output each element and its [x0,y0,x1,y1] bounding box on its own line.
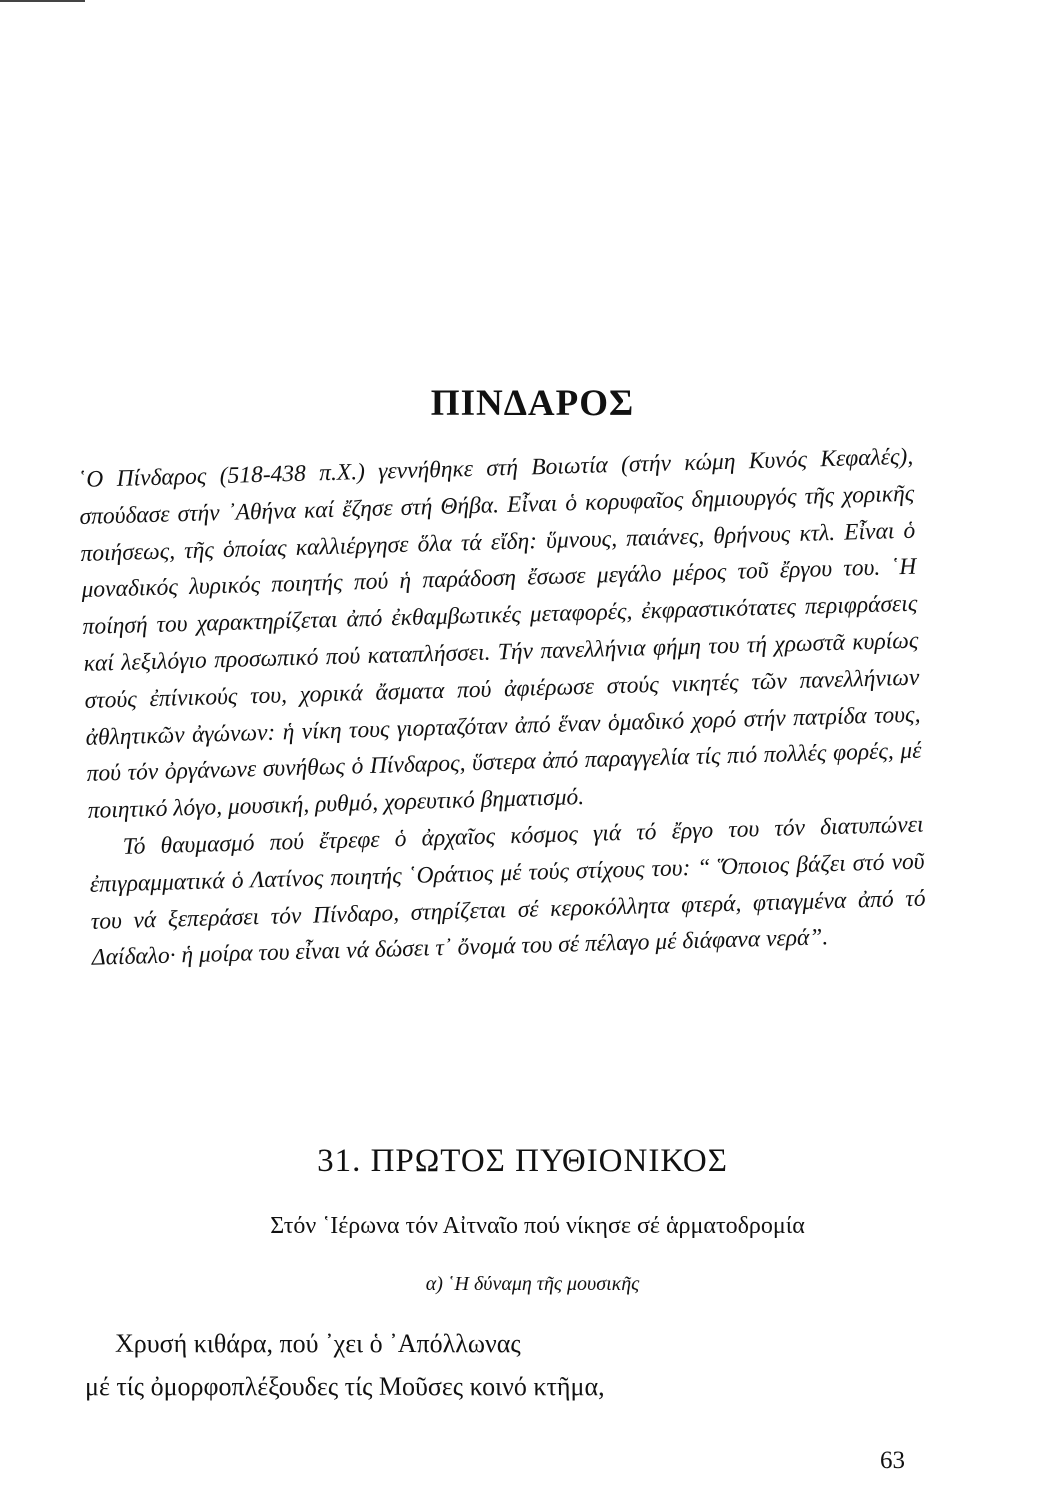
introduction-text [78,439,927,977]
chapter-title: ΠΙΝΔΑΡΟΣ [430,383,635,424]
intro-paragraph-2: Τό θαυμασμό πού ἔτρεφε ὁ ἀρχαῖος κόσμος γιά τό ἔργο του τόν διατυπώνει ἐπιγραμματικά ὁ Λατίνος ποιητής ῾Οράτιος μέ τούς στίχους του: “ Ὅποιος βάζει στό νοῦ του νά ξεπεράσει τόν Πίνδαρο, στηρίζεται σέ κεροκόλλητα φτερά, φτιαγμένα ἀπό τό Δαίδαλο· ἡ μοίρα του εἶναι νά δώσει τ᾿ ὄνομά του σέ πέλαγο μέ διάφανα νερά”. [89,811,926,972]
poem-section-heading: α) ῾Η δύναμη τῆς μουσικῆς [425,1273,640,1295]
poem-verses [85,1322,605,1408]
page-number: 63 [880,1447,905,1474]
poem-line: Χρυσή κιθάρα, πού ᾿χει ὁ ᾿Απόλλωνας [115,1329,521,1358]
poem-line: μέ τίς ὀμορφοπλέξουδες τίς Μοῦσες κοινό κτῆμα, [85,1372,605,1401]
intro-paragraph-1: ῾Ο Πίνδαρος (518-438 π.Χ.) γεννήθηκε στή Βοιωτία (στήν κώμη Κυνός Κεφαλές), σπούδασε στήν ᾿Αθήνα καί ἔζησε στή Θήβα. Εἶναι ὁ κορυφαῖος δημιουργός τῆς χορικῆς ποιήσεως, τῆς ὁποίας καλλιέργησε ὅλα τά εἴδη: ὕμνους, παιάνες, θρήνους κτλ. Εἶναι ὁ μοναδικός λυρικός ποιητής πού ἡ παράδοση ἔσωσε μεγάλο μέρος τοῦ ἔργου του. ῾Η ποίησή του χαρακτηρίζεται ἀπό ἐκθαμβωτικές μεταφορές, ἐκφραστικότατες περιφράσεις καί λεξιλόγιο προσωπικό πού καταπλήσσει. Τήν πανελλήνια φήμη του τή χρωστᾶ κυρίως στούς ἐπίνικούς του, χορικά ἄσματα πού ἀφιέρωσε στούς νικητές τῶν πανελλήνιων ἀθλητικῶν ἀγώνων: ἡ νίκη τους γιορταζόταν ἀπό ἕναν ὁμαδικό χορό στήν πατρίδα τους, πού τόν ὀργάνωνε συνήθως ὁ Πίνδαρος, ὕστερα ἀπό παραγγελία τίς πιό πολλές φορές, μέ ποιητικό λόγο, μουσική, ρυθμό, χορευτικό βηματισμό. [78,443,922,825]
poem-title: 31. ΠΡΩΤΟΣ ΠΥΘΙΟΝΙΚΟΣ [317,1143,728,1179]
top-edge-rule [0,0,85,2]
poem-subtitle: Στόν ῾Ιέρωνα τόν Αἰτναῖο πού νίκησε σέ ἁρματοδρομία [270,1213,805,1239]
